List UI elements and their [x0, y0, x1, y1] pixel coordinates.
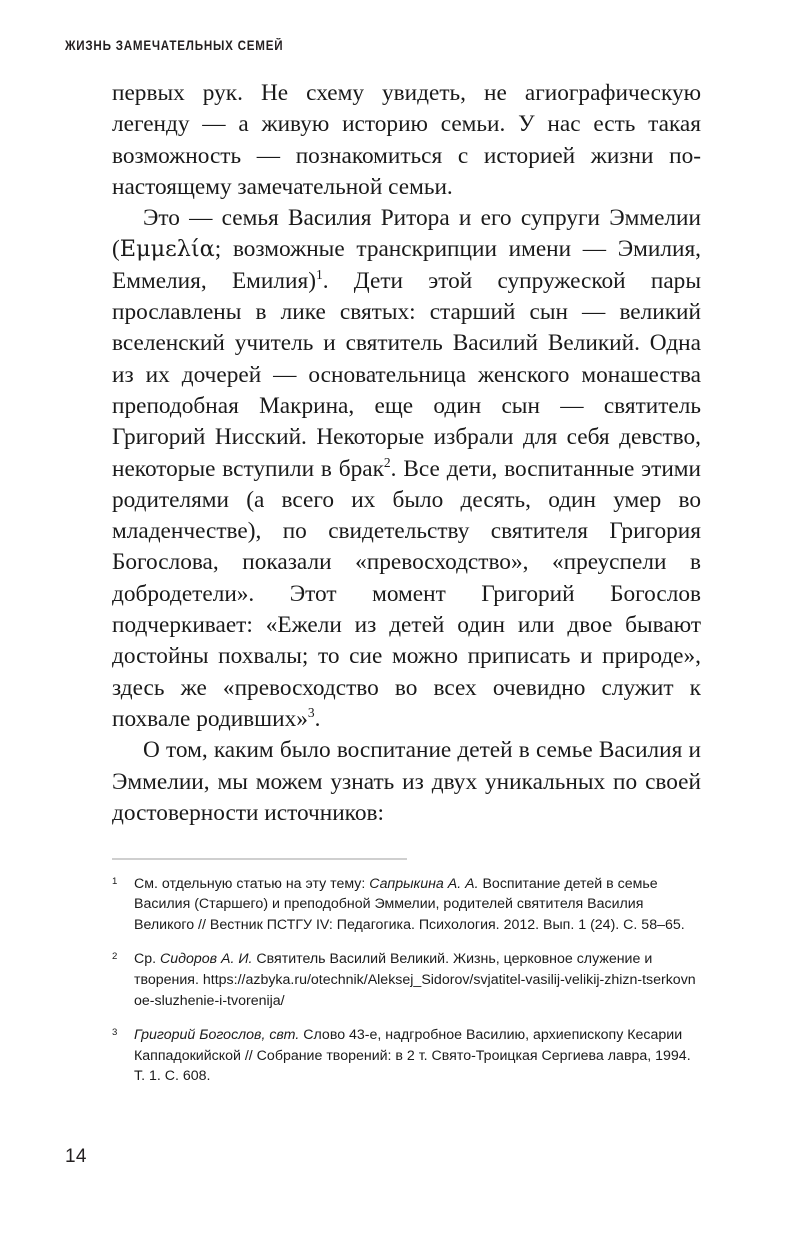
body-paragraph-2: [112, 203, 701, 735]
footnote-2: [112, 949, 697, 1011]
footnote-1-source-name: Сапрыкина А. А.: [369, 875, 479, 892]
footnote-1-rest: Воспитание детей в семье Василия (Старшего) и преподобной Эммелии, родителей святителя Василия Великого // Вестник ПСТГУ IV: Педагогика. Психология. 2012. Вып. 1 (24). С. 58–65.: [134, 875, 685, 933]
footnote-2-marker: 2: [112, 951, 118, 963]
body-paragraph-1: первых рук. Не схему увидеть, не агиографическую легенду — а живую историю семьи. У нас есть такая возможность — познакомиться с историей жизни по-настоящему замечательной семьи.: [112, 80, 701, 200]
footnote-3-source-name: Григорий Богослов, свт.: [134, 1027, 300, 1044]
footnote-1-lead: См. отдельную статью на эту тему:: [134, 875, 370, 892]
paragraph-2-segment-4: . Все дети, воспитанные этими родителями (а всего их было десять, один умер во младенчестве), по свидетельству святителя Григория Богослова, показали «превосходство», «преуспели в добродетели». Этот момент Григорий Богослов подчеркивает: «Ежели из детей один или двое бывают достойны похвалы; то сие можно приписать и природе», здесь же «превосходство во всех очевидно служит к похвале родивших»: [112, 455, 701, 732]
paragraph-2-segment-3: . Дети этой супружеской пары прославлены в лике святых: старший сын — великий вселенский учитель и святитель Василий Великий. Одна из их дочерей — основательница женского монашества преподобная Макрина, еще один сын — святитель Григорий Нисский. Некоторые избрали для себя девство, некоторые вступили в брак: [112, 267, 701, 482]
footnote-separator-rule: [112, 858, 407, 860]
paragraph-2-segment-1: Это — семья Василия Ритора и его супруги Эммелии (: [112, 205, 701, 263]
footnote-1-marker: 1: [112, 875, 118, 887]
footnote-2-url[interactable]: https://azbyka.ru/otechnik/Aleksej_Sidorov/svjatitel-vasilij-velikij-zhizn-tserkovnoe-sluzhenie-i-tvorenija/: [134, 971, 696, 1009]
footnote-2-lead: Ср.: [134, 951, 161, 968]
body-text-column: [112, 78, 701, 829]
page-number: 14: [65, 1146, 87, 1167]
footnote-2-rest: Святитель Василий Великий. Жизнь, церковное служение и творения.: [134, 951, 653, 988]
running-head: ЖИЗНЬ ЗАМЕЧАТЕЛЬНЫХ СЕМЕЙ: [65, 38, 284, 53]
footnote-3-rest: Слово 43-е, надгробное Василию, архиепископу Кесарии Каппадокийской // Собрание творений: в 2 т. Свято-Троицкая Сергиева лавра, 1994. Т. 1. С. 608.: [134, 1027, 691, 1085]
footnote-ref-3[interactable]: 3: [307, 705, 315, 721]
footnote-3: [112, 1025, 697, 1087]
footnote-2-source-name: Сидоров А. И.: [160, 951, 253, 968]
footnote-ref-1[interactable]: 1: [315, 267, 323, 283]
footnote-ref-2[interactable]: 2: [383, 454, 391, 470]
footnote-3-marker: 3: [112, 1027, 118, 1039]
body-paragraph-3: О том, каким было воспитание детей в семье Василия и Эммелии, мы можем узнать из двух уникальных по своей достоверности источников:: [112, 737, 701, 826]
footnote-area: [112, 858, 697, 1087]
footnote-1: [112, 874, 697, 936]
paragraph-2-segment-5: .: [314, 705, 321, 732]
paragraph-2-segment-2: ; возможные транскрипции имени — Эмилия, Еммелия, Емилия): [112, 236, 701, 294]
greek-name: Εμμελία: [119, 236, 215, 263]
